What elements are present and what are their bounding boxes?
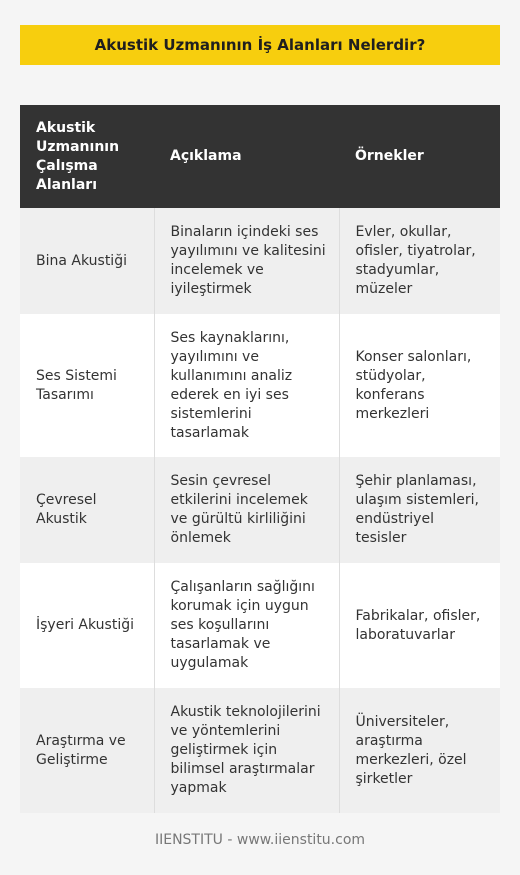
cell-area: Araştırma ve Geliştirme	[20, 688, 154, 813]
cell-examples: Evler, okullar, ofisler, tiyatrolar, stadyumlar, müzeler	[339, 208, 500, 314]
table-row	[20, 457, 500, 563]
header-examples: Örnekler	[339, 105, 500, 208]
cell-description: Ses kaynaklarını, yayılımını ve kullanımını analiz ederek en iyi ses sistemlerini tasarlamak	[154, 314, 339, 457]
cell-area: Ses Sistemi Tasarımı	[20, 314, 154, 457]
cell-description: Sesin çevresel etkilerini incelemek ve gürültü kirliliğini önlemek	[154, 457, 339, 563]
cell-examples: Şehir planlaması, ulaşım sistemleri, endüstriyel tesisler	[339, 457, 500, 563]
cell-area: Bina Akustiği	[20, 208, 154, 314]
cell-description: Akustik teknolojilerini ve yöntemlerini geliştirmek için bilimsel araştırmalar yapmak	[154, 688, 339, 813]
cell-description: Çalışanların sağlığını korumak için uygun ses koşullarını tasarlamak ve uygulamak	[154, 563, 339, 688]
footer-credit: IIENSTITU - www.iienstitu.com	[154, 832, 366, 848]
table-row	[20, 563, 500, 688]
work-areas-table	[20, 105, 500, 813]
header-work-areas: Akustik Uzmanının Çalışma Alanları	[20, 105, 154, 208]
cell-area: İşyeri Akustiği	[20, 563, 154, 688]
cell-examples: Fabrikalar, ofisler, laboratuvarlar	[339, 563, 500, 688]
table-row	[20, 688, 500, 813]
cell-examples: Konser salonları, stüdyolar, konferans merkezleri	[339, 314, 500, 457]
cell-area: Çevresel Akustik	[20, 457, 154, 563]
cell-description: Binaların içindeki ses yayılımını ve kalitesini incelemek ve iyileştirmek	[154, 208, 339, 314]
header-description: Açıklama	[154, 105, 339, 208]
table-row	[20, 208, 500, 314]
page-title: Akustik Uzmanının İş Alanları Nelerdir?	[20, 25, 500, 65]
table-header-row	[20, 105, 500, 208]
cell-examples: Üniversiteler, araştırma merkezleri, özel şirketler	[339, 688, 500, 813]
table-row	[20, 314, 500, 457]
